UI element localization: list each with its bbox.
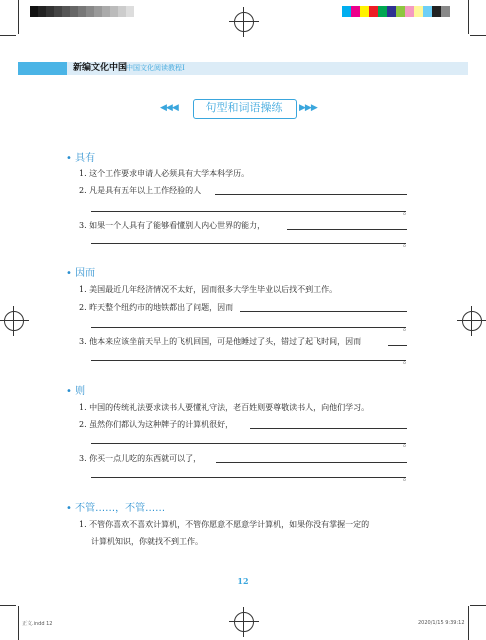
answer-blank[interactable] <box>287 229 407 230</box>
registration-mark-bottom <box>234 612 254 632</box>
period: 。 <box>403 439 411 448</box>
answer-blank[interactable] <box>240 311 407 312</box>
period: 。 <box>403 356 411 365</box>
answer-blank[interactable] <box>91 211 406 212</box>
left-arrows-icon: ◀◀◀ <box>160 103 178 113</box>
registration-mark-right <box>462 311 482 331</box>
exercise-prompt: 3. 你买一点儿吃的东西就可以了， <box>79 454 202 463</box>
exercise-prompt: 2. 凡是具有五年以上工作经验的人 <box>79 186 202 195</box>
period: 。 <box>403 473 411 482</box>
bullet-icon: • <box>66 503 76 514</box>
book-subtitle: 中国文化阅读教程Ⅰ <box>126 64 185 72</box>
answer-blank[interactable] <box>91 477 406 478</box>
example-sentence-continued: 计算机知识，你就找不到工作。 <box>91 537 203 546</box>
example-sentence: 1. 中国的传统礼法要求读书人要懂礼守法，老百姓则要尊敬读书人，向他们学习。 <box>79 403 370 412</box>
section-heading: • 则 <box>66 386 86 397</box>
footer-file-info: 正文.indd 12 <box>22 621 53 627</box>
answer-blank[interactable] <box>91 327 406 328</box>
book-title: 新编文化中国 <box>73 63 128 73</box>
period: 。 <box>403 207 411 216</box>
right-arrows-icon: ▶▶▶ <box>299 103 317 113</box>
period: 。 <box>403 323 411 332</box>
registration-mark-left <box>4 311 24 331</box>
bullet-icon: • <box>66 268 76 279</box>
answer-blank[interactable] <box>91 243 406 244</box>
exercise-prompt: 3. 如果一个人具有了能够看懂别人内心世界的能力， <box>79 221 266 230</box>
exercise-prompt: 3. 他本来应该坐前天早上的飞机回国，可是他睡过了头，错过了起飞时间，因而 <box>79 337 362 346</box>
answer-blank[interactable] <box>388 345 407 346</box>
bullet-icon: • <box>66 153 76 164</box>
header-band-accent <box>18 62 67 75</box>
period: 。 <box>403 239 411 248</box>
section-banner-title: 句型和词语操练 <box>205 101 283 114</box>
footer-timestamp: 2020/1/15 9:39:12 <box>418 620 465 626</box>
registration-mark-top <box>234 12 254 32</box>
example-sentence: 1. 美国最近几年经济情况不太好，因而很多大学生毕业以后找不到工作。 <box>79 285 338 294</box>
section-heading: • 不管……，不管…… <box>66 503 166 514</box>
page-number: 12 <box>237 576 249 586</box>
answer-blank[interactable] <box>216 462 407 463</box>
answer-blank[interactable] <box>91 443 406 444</box>
section-heading: • 因而 <box>66 268 96 279</box>
example-sentence: 1. 不管你喜欢不喜欢计算机，不管你愿意不愿意学计算机，如果你没有掌握一定的 <box>79 520 370 529</box>
exercise-prompt: 2. 昨天整个纽约市的地铁都出了问题，因而 <box>79 303 234 312</box>
example-sentence: 1. 这个工作要求申请人必须具有大学本科学历。 <box>79 169 250 178</box>
bullet-icon: • <box>66 386 76 397</box>
exercise-prompt: 2. 虽然你们都认为这种牌子的计算机很好， <box>79 420 234 429</box>
section-heading: • 具有 <box>66 153 96 164</box>
answer-blank[interactable] <box>215 194 407 195</box>
answer-blank[interactable] <box>91 360 406 361</box>
answer-blank[interactable] <box>250 428 407 429</box>
